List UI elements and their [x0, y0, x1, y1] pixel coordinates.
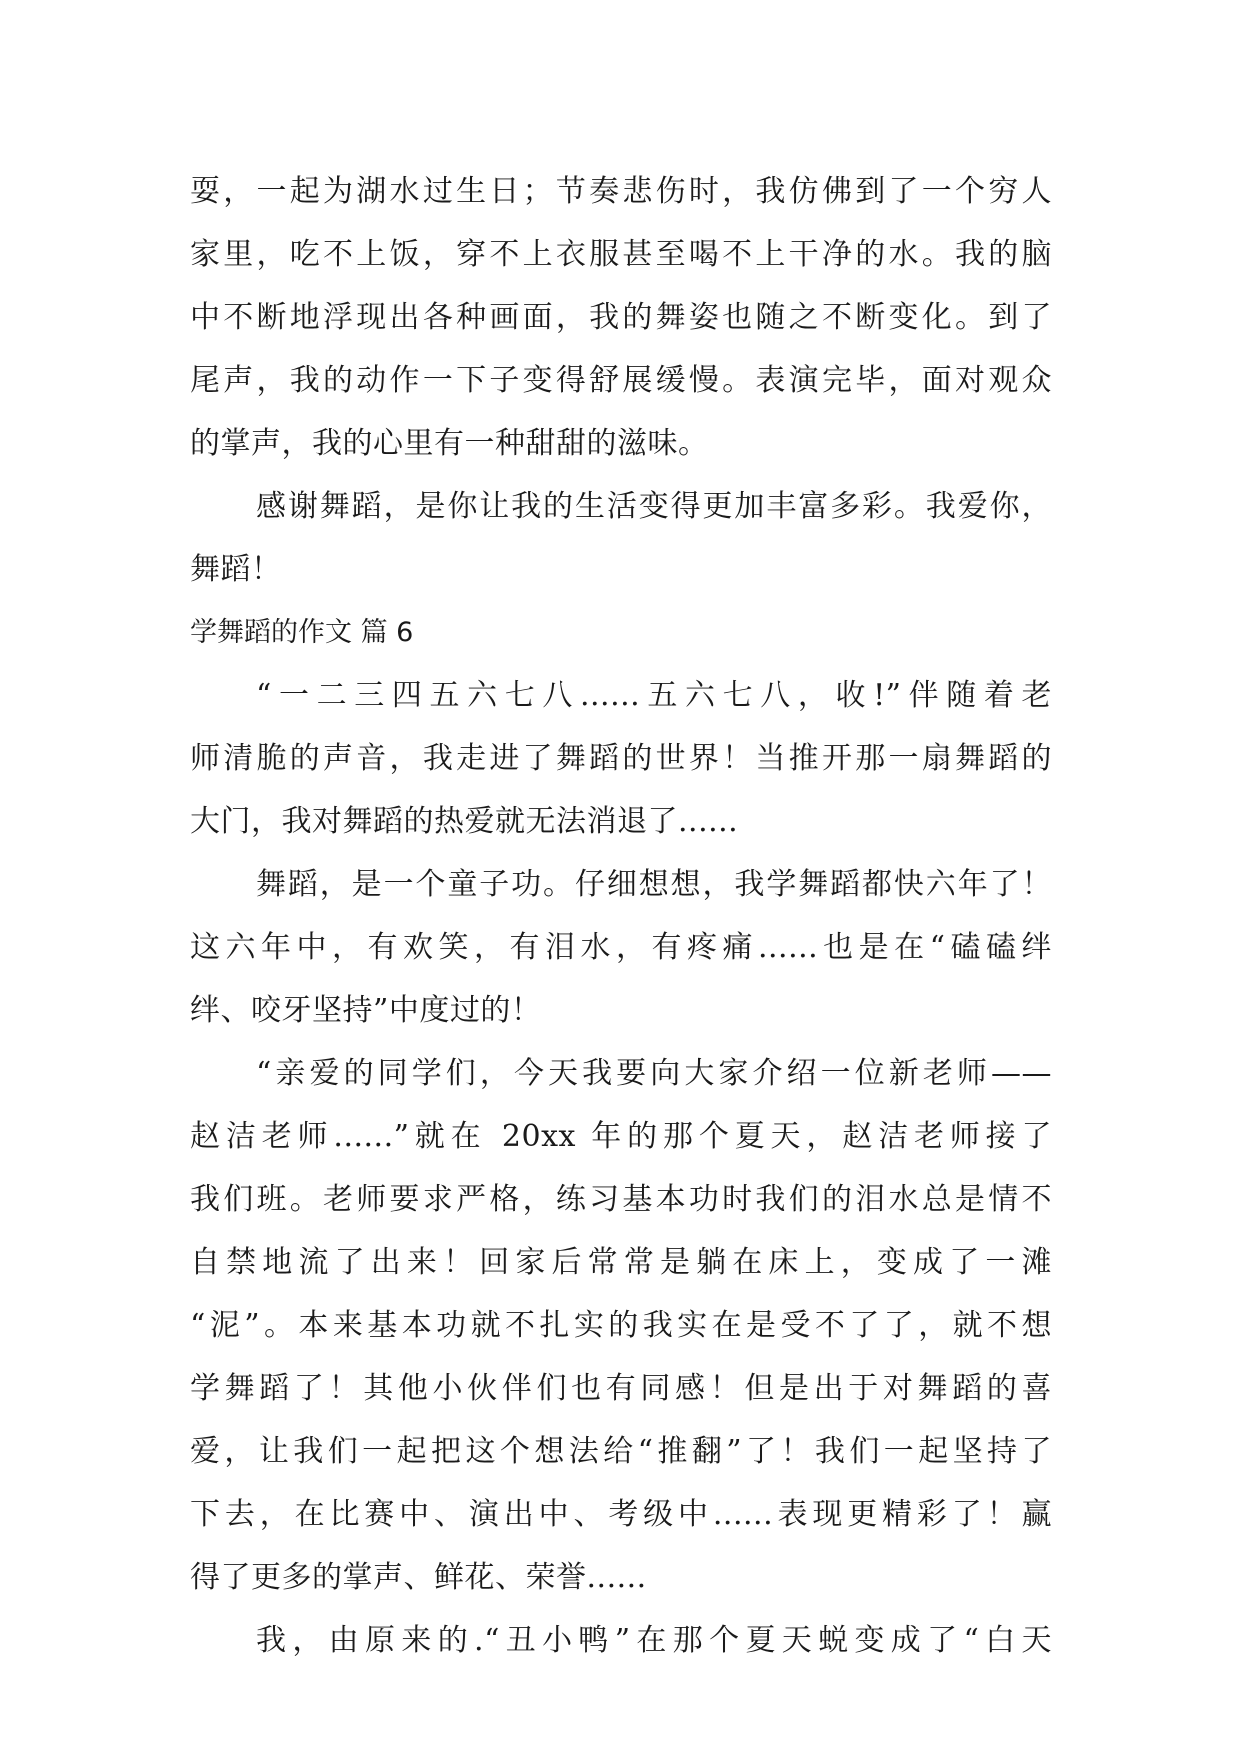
paragraph-1: [190, 160, 1052, 475]
text-line: 绊、咬牙坚持”中度过的！: [190, 993, 542, 1028]
text-line: 我，由原来的.“丑小鸭”在那个夏天蜕变成了“白天: [256, 1623, 1052, 1658]
paragraph-5: [190, 1042, 1052, 1609]
document-body: [190, 160, 1052, 1672]
text-line: 赵洁老师......”就在 20xx 年的那个夏天，赵洁老师接了: [190, 1119, 1052, 1154]
text-line: “泥”。本来基本功就不扎实的我实在是受不了了，就不想: [190, 1308, 1052, 1343]
text-line: 舞蹈！: [190, 552, 282, 587]
text-line: 学舞蹈了！其他小伙伴们也有同感！但是出于对舞蹈的喜: [190, 1371, 1052, 1406]
text-line: “亲爱的同学们，今天我要向大家介绍一位新老师——: [256, 1056, 1052, 1091]
paragraph-3: [190, 664, 1052, 853]
text-line: “一二三四五六七八......五六七八，收!”伴随着老: [256, 678, 1052, 713]
text-line: 我们班。老师要求严格，练习基本功时我们的泪水总是情不: [190, 1182, 1052, 1217]
section-heading: 学舞蹈的作文 篇 6: [190, 617, 414, 648]
text-line: 耍，一起为湖水过生日；节奏悲伤时，我仿佛到了一个穷人: [190, 174, 1052, 209]
text-line: 下去，在比赛中、演出中、考级中......表现更精彩了！赢: [190, 1497, 1052, 1532]
paragraph-6: [190, 1609, 1052, 1672]
text-line: 得了更多的掌声、鲜花、荣誉......: [190, 1560, 647, 1595]
text-line: 尾声，我的动作一下子变得舒展缓慢。表演完毕，面对观众: [190, 363, 1052, 398]
paragraph-2: [190, 475, 1052, 601]
text-line: 的掌声，我的心里有一种甜甜的滋味。: [190, 426, 709, 461]
text-line: 自禁地流了出来！回家后常常是躺在床上，变成了一滩: [190, 1245, 1052, 1280]
text-line: 爱，让我们一起把这个想法给“推翻”了！我们一起坚持了: [190, 1434, 1052, 1469]
paragraph-4: [190, 853, 1052, 1042]
text-line: 家里，吃不上饭，穿不上衣服甚至喝不上干净的水。我的脑: [190, 237, 1052, 272]
text-line: 这六年中，有欢笑，有泪水，有疼痛......也是在“磕磕绊: [190, 930, 1052, 965]
text-line: 感谢舞蹈，是你让我的生活变得更加丰富多彩。我爱你，: [256, 489, 1052, 524]
text-line: 大门，我对舞蹈的热爱就无法消退了......: [190, 804, 739, 839]
text-line: 舞蹈，是一个童子功。仔细想想，我学舞蹈都快六年了！: [256, 867, 1052, 902]
text-line: 师清脆的声音，我走进了舞蹈的世界！当推开那一扇舞蹈的: [190, 741, 1052, 776]
text-line: 中不断地浮现出各种画面，我的舞姿也随之不断变化。到了: [190, 300, 1052, 335]
